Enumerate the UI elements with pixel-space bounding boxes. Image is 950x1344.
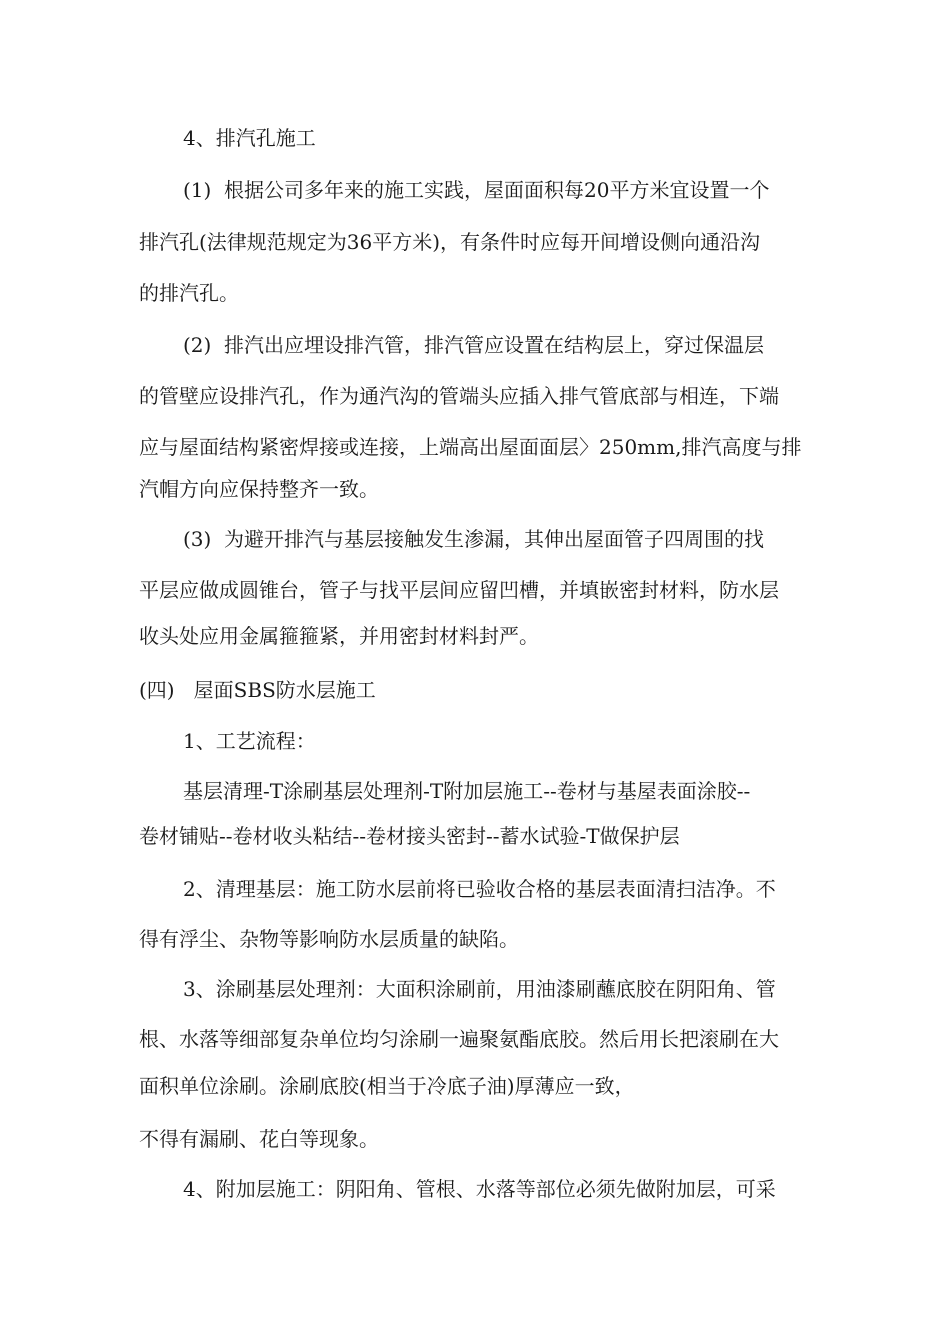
paragraph-line: 的管壁应设排汽孔，作为通汽沟的管端头应插入排气管底部与相连，下端 bbox=[139, 384, 779, 408]
paragraph-line: 3、涂刷基层处理剂：大面积涂刷前，用油漆刷蘸底胶在阴阳角、管 bbox=[183, 977, 776, 1001]
paragraph-line: 基层清理-T涂刷基层处理剂-T附加层施工--卷材与基屋表面涂胶-- bbox=[183, 779, 751, 803]
heading-process-flow: 1、工艺流程： bbox=[183, 729, 316, 753]
paragraph-line: 排汽孔(法律规范规定为36平方米)，有条件时应每开间增设侧向通沿沟 bbox=[139, 230, 761, 254]
heading-exhaust-hole: 4、排汽孔施工 bbox=[183, 126, 316, 150]
paragraph-line: 的排汽孔。 bbox=[139, 281, 239, 305]
paragraph-line: 面积单位涂刷。涂刷底胶(相当于冷底子油)厚薄应一致， bbox=[139, 1074, 635, 1098]
paragraph-line: 2、清理基层：施工防水层前将已验收合格的基层表面清扫洁净。不 bbox=[183, 877, 776, 901]
section-heading-sbs: (四) 屋面SBS防水层施工 bbox=[139, 678, 376, 702]
paragraph-line: 汽帽方向应保持整齐一致。 bbox=[139, 477, 379, 501]
paragraph-line: 平层应做成圆锥台，管子与找平层间应留凹槽，并填嵌密封材料，防水层 bbox=[139, 578, 779, 602]
paragraph-line: 根、水落等细部复杂单位均匀涂刷一遍聚氨酯底胶。然后用长把滚刷在大 bbox=[139, 1027, 779, 1051]
paragraph-line: 应与屋面结构紧密焊接或连接，上端高出屋面面层〉250mm,排汽高度与排 bbox=[139, 435, 802, 459]
paragraph-line: 得有浮尘、杂物等影响防水层质量的缺陷。 bbox=[139, 927, 519, 951]
paragraph-line: 不得有漏刷、花白等现象。 bbox=[139, 1127, 379, 1151]
paragraph-line: 卷材铺贴--卷材收头粘结--卷材接头密封--蓄水试验-T做保护层 bbox=[139, 824, 680, 848]
paragraph-line: (1) 根据公司多年来的施工实践，屋面面积每20平方米宜设置一个 bbox=[183, 178, 770, 202]
paragraph-line: (3) 为避开排汽与基层接触发生渗漏，其伸出屋面管子四周围的找 bbox=[183, 527, 765, 551]
paragraph-line: 4、附加层施工：阴阳角、管根、水落等部位必须先做附加层，可采 bbox=[183, 1177, 776, 1201]
paragraph-line: (2) 排汽出应埋设排汽管，排汽管应设置在结构层上，穿过保温层 bbox=[183, 333, 765, 357]
paragraph-line: 收头处应用金属箍箍紧，并用密封材料封严。 bbox=[139, 624, 539, 648]
